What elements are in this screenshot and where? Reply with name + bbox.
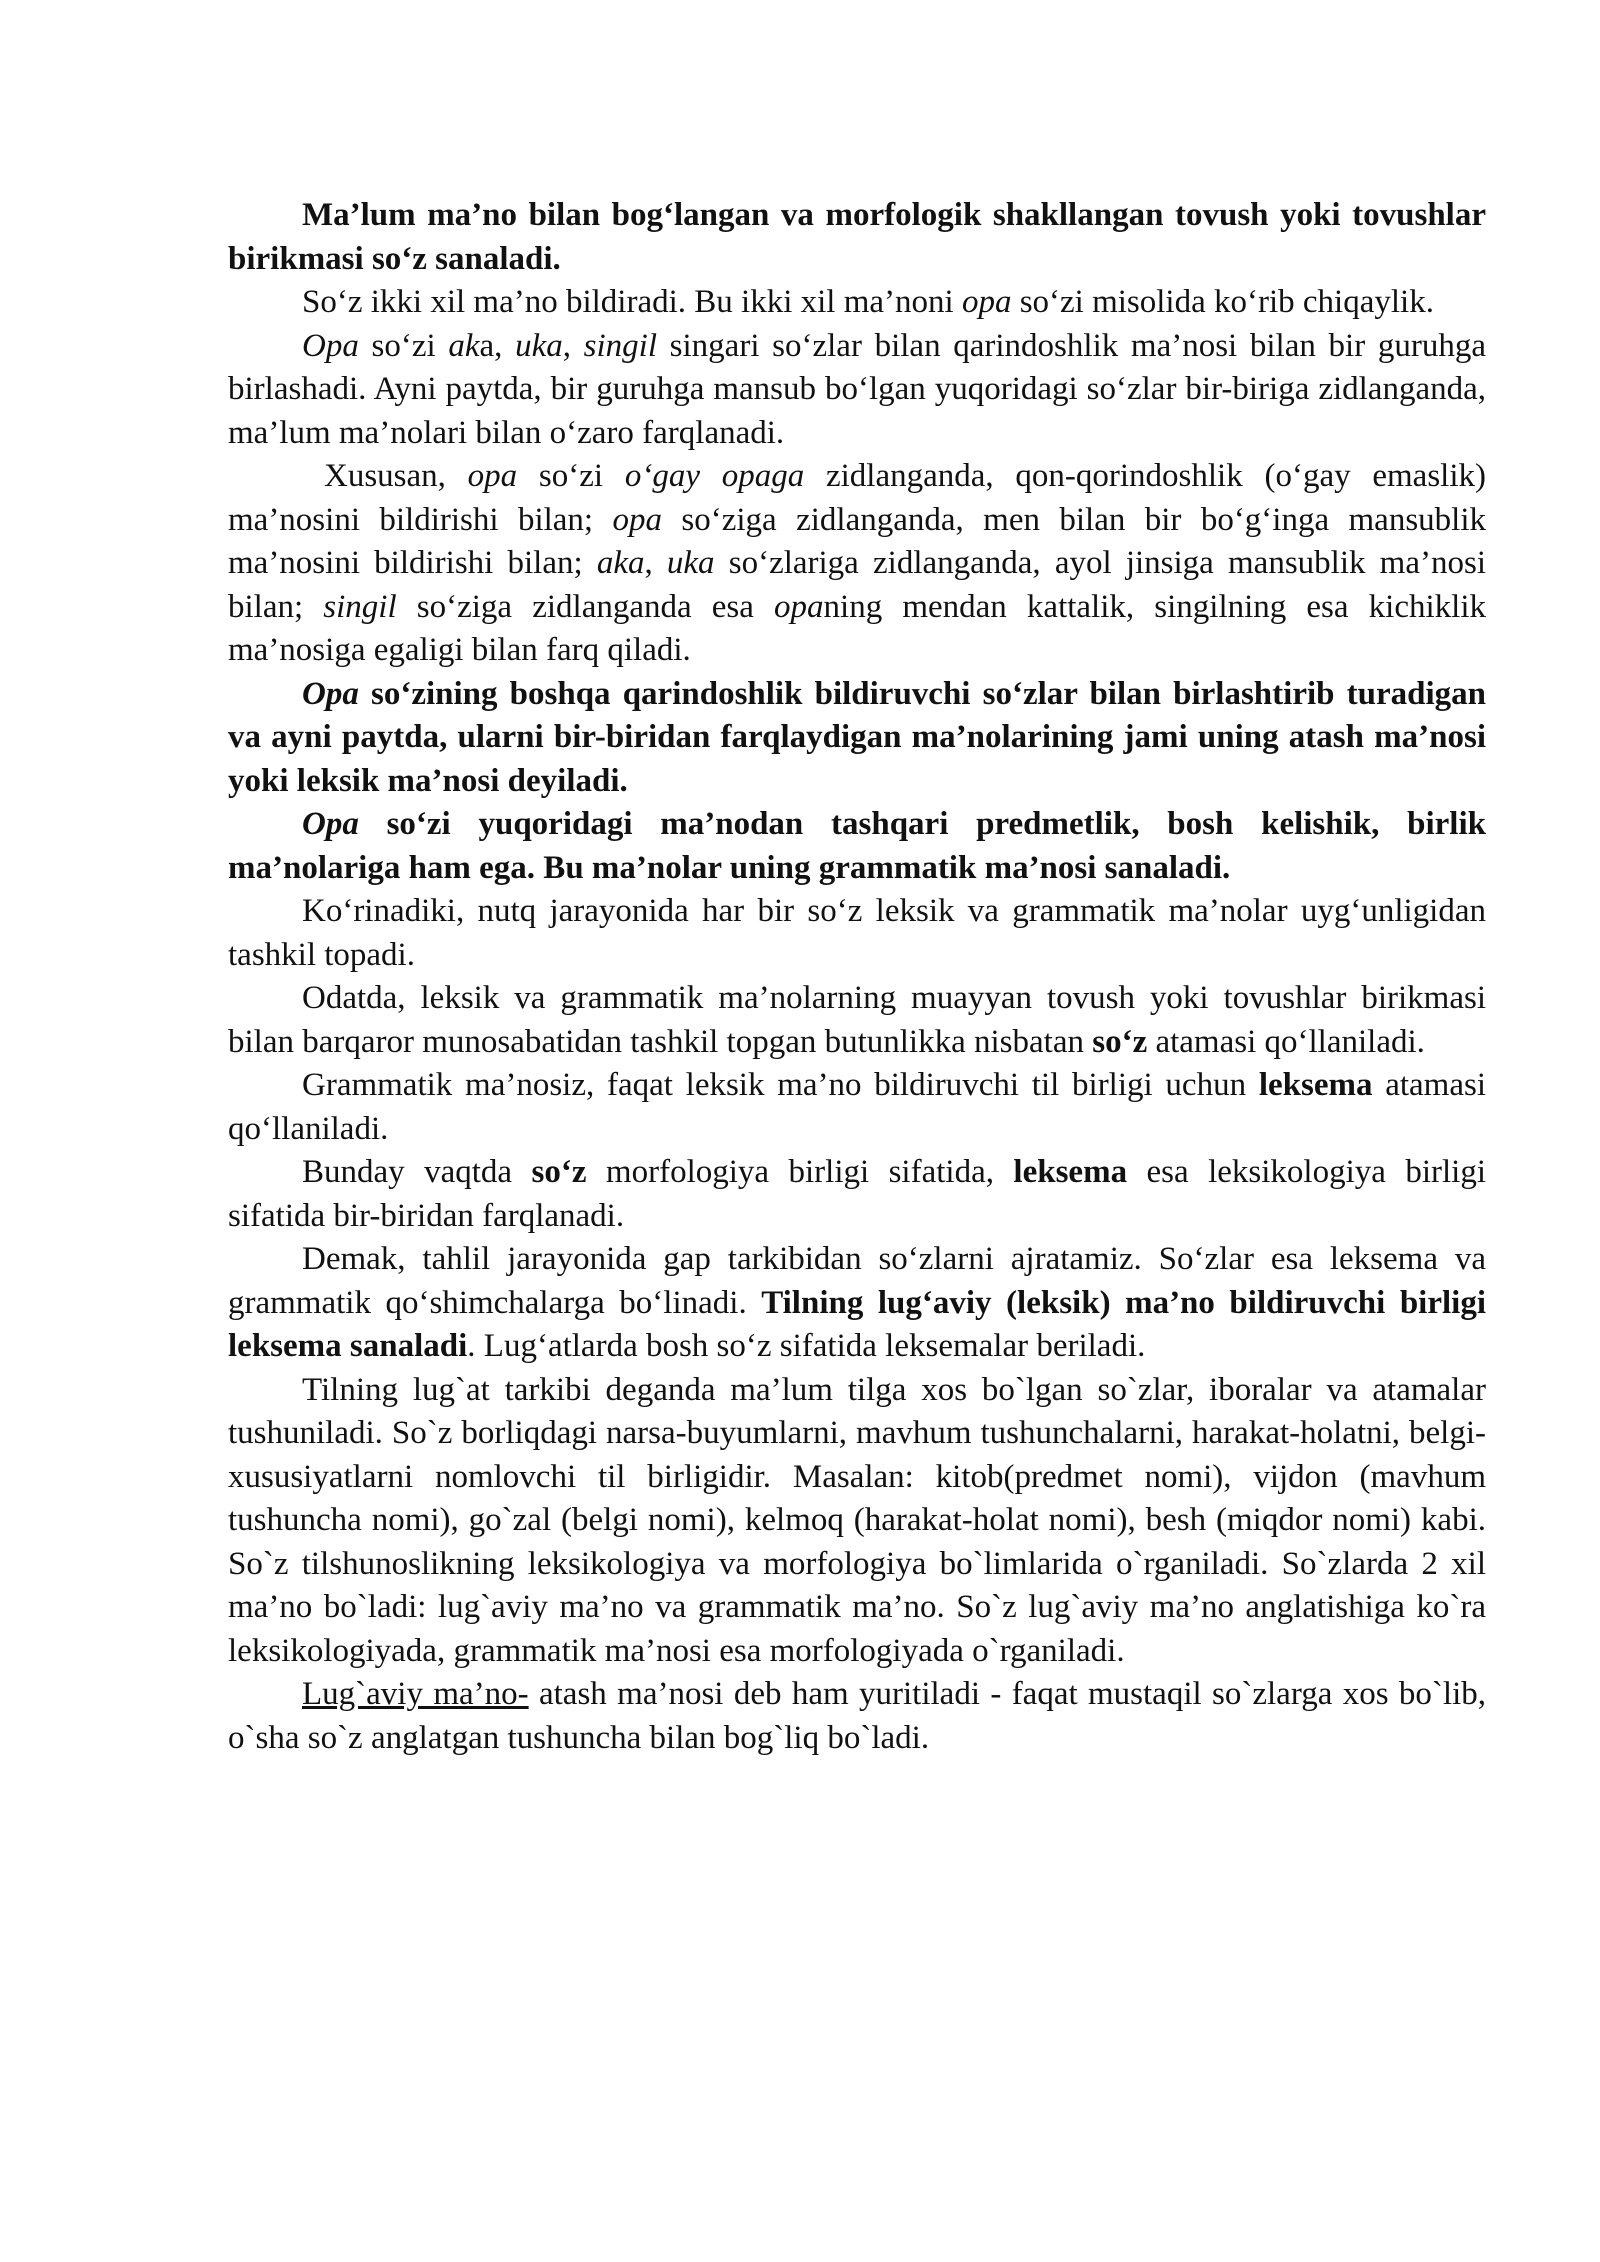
text-run: Tilning lug‘aviy (leksik) ma’no bildiruvchi birligi leksema sanaladi (228, 1284, 1486, 1364)
paragraph-opa-group (228, 325, 1486, 456)
text-run: morfologiya birligi sifatida, (586, 1154, 1014, 1190)
text-run: so‘zi misolida ko‘rib chiqaylik. (1011, 284, 1434, 320)
text-run: so‘zi (517, 458, 625, 494)
text-run: ning mendan kattalik, singilning esa kichiklik ma’nosiga egaligi bilan farq qiladi. (228, 588, 1487, 668)
text-run: so‘ziga zidlanganda esa (396, 588, 775, 625)
paragraph-lugat-tarkibi (228, 1369, 1486, 1674)
text-run: Opa (302, 327, 359, 364)
text-run: Lug`aviy ma’no- (302, 1676, 529, 1712)
paragraph-bunday (228, 1151, 1486, 1238)
text-run: atamasi qo‘llaniladi. (228, 1067, 1486, 1147)
text-run: aka (596, 545, 645, 581)
text-run: Ma’lum ma’no bilan bog‘langan va morfologik shakllangan tovush yoki tovushlar birikmasi so‘z sanaladi. (228, 197, 1486, 277)
text-run: singil (323, 588, 397, 625)
paragraph-grammatical-meaning (228, 803, 1486, 890)
text-run: , (644, 545, 667, 581)
document-body (228, 194, 1486, 1760)
text-run: so‘z (1092, 1023, 1148, 1060)
text-run: So‘z ikki xil ma’no bildiradi. Bu ikki xil ma’noni (302, 284, 962, 320)
text-run: Xususan, (324, 458, 468, 494)
text-run: atash ma’nosi deb ham yuritiladi - faqat mustaqil so`zlarga xos bo`lib, o`sha so`z anglatgan tushuncha bilan bog`liq bo`ladi. (228, 1676, 1486, 1756)
text-run: Opa (302, 806, 359, 842)
text-run: Odatda, leksik va grammatik ma’nolarning muayyan tovush yoki tovushlar birikmasi bilan barqaror munosabatidan tashkil topgan butunlikka nisbatan (228, 980, 1486, 1060)
text-run: uka (666, 545, 715, 581)
text-run: o‘gay opaga (624, 458, 805, 494)
text-run: Bunday vaqtda (302, 1154, 532, 1190)
paragraph-two-meanings (228, 281, 1486, 325)
text-run: opa (467, 458, 518, 494)
text-run: so‘zining boshqa qarindoshlik bildiruvchi so‘zlar bilan birlashtirib turadigan va ayni paytda, ularni bir-biridan farqlaydigan ma’nolarining jami uning atash ma’nosi yoki leksik ma’nosi deyiladi. (228, 675, 1486, 799)
paragraph-odatda (228, 977, 1486, 1064)
text-run: Grammatik ma’nosiz, faqat leksik ma’no bildiruvchi til birligi uchun (302, 1067, 1259, 1103)
paragraph-leksema-term (228, 1064, 1486, 1151)
text-run: so‘ziga zidlanganda, men bilan bir bo‘g‘inga mansublik ma’nosini bildirishi bilan; (228, 501, 1487, 581)
text-run: so‘zlariga zidlanganda, ayol jinsiga mansublik ma’nosi bilan; (228, 545, 1486, 625)
text-run: Tilning lug`at tarkibi deganda ma’lum tilga xos bo`lgan so`zlar, iboralar va atamalar tushuniladi. So`z borliqdagi narsa-buyumlarni, mavhum tushunchalarni, harakat-holatni, belgi-xususiyatlarni nomlovchi til birligidir. Masalan: kitob(predmet nomi), vijdon (mavhum tushuncha nomi), go`zal (belgi nomi), kelmoq (harakat-holat nomi), besh (miqdor nomi) kabi. So`z tilshunoslikning leksikologiya va morfologiya bo`limlarida o`rganiladi. So`zlarda 2 xil ma’no bo`ladi: lug`aviy ma’no va grammatik ma’no. So`z lug`aviy ma’no anglatishiga ko`ra leksikologiyada, grammatik ma’nosi esa morfologiyada o`rganiladi. (228, 1371, 1486, 1669)
text-run: a, (479, 327, 516, 364)
paragraph-xususan (228, 455, 1486, 673)
text-run: singari so‘zlar bilan qarindoshlik ma’nosi bilan bir guruhga birlashadi. Ayni paytda, bir guruhga mansub bo‘lgan yuqoridagi so‘zlar bir-biriga zidlanganda, ma’lum ma’nolari bilan o‘zaro farqlanadi. (228, 327, 1486, 451)
text-run: Ko‘rinadiki, nutq jarayonida har bir so‘z leksik va grammatik ma’nolar uyg‘unligidan tashkil topadi. (228, 893, 1486, 973)
text-run: uka (515, 327, 563, 364)
text-run: singil (583, 327, 657, 364)
text-run: Demak, tahlil jarayonida gap tarkibidan so‘zlarni ajratamiz. So‘zlar esa leksema va grammatik qo‘shimchalarga bo‘linadi. (228, 1241, 1486, 1321)
text-run: esa leksikologiya birligi sifatida bir-biridan farqlanadi. (228, 1154, 1486, 1234)
text-run: atamasi qo‘llaniladi. (1147, 1023, 1425, 1060)
paragraph-definition (228, 194, 1486, 281)
text-run: leksema (1013, 1154, 1128, 1190)
text-run: Opa (302, 675, 359, 712)
text-run: opa (774, 588, 824, 625)
text-run: zidlanganda, qon-qorindoshlik (o‘gay emaslik) ma’nosini bildirishi bilan; (228, 458, 1486, 538)
text-run: , (562, 327, 584, 364)
paragraph-lexical-meaning (228, 673, 1486, 804)
text-run: so‘z (531, 1154, 587, 1190)
text-run: . Lug‘atlarda bosh so‘z sifatida leksemalar beriladi. (467, 1328, 1146, 1364)
paragraph-korinadiki (228, 890, 1486, 977)
paragraph-lugaviy-mano (228, 1673, 1486, 1760)
text-run: so‘zi yuqoridagi ma’nodan tashqari predmetlik, bosh kelishik, birlik ma’nolariga ham ega. Bu ma’nolar uning grammatik ma’nosi sanaladi. (228, 806, 1486, 886)
paragraph-demak (228, 1238, 1486, 1369)
text-run: ak (448, 327, 480, 364)
text-run: leksema (1258, 1067, 1373, 1103)
text-run: opa (961, 284, 1012, 320)
text-run: opa (612, 501, 663, 538)
text-run: so‘zi (358, 327, 449, 364)
